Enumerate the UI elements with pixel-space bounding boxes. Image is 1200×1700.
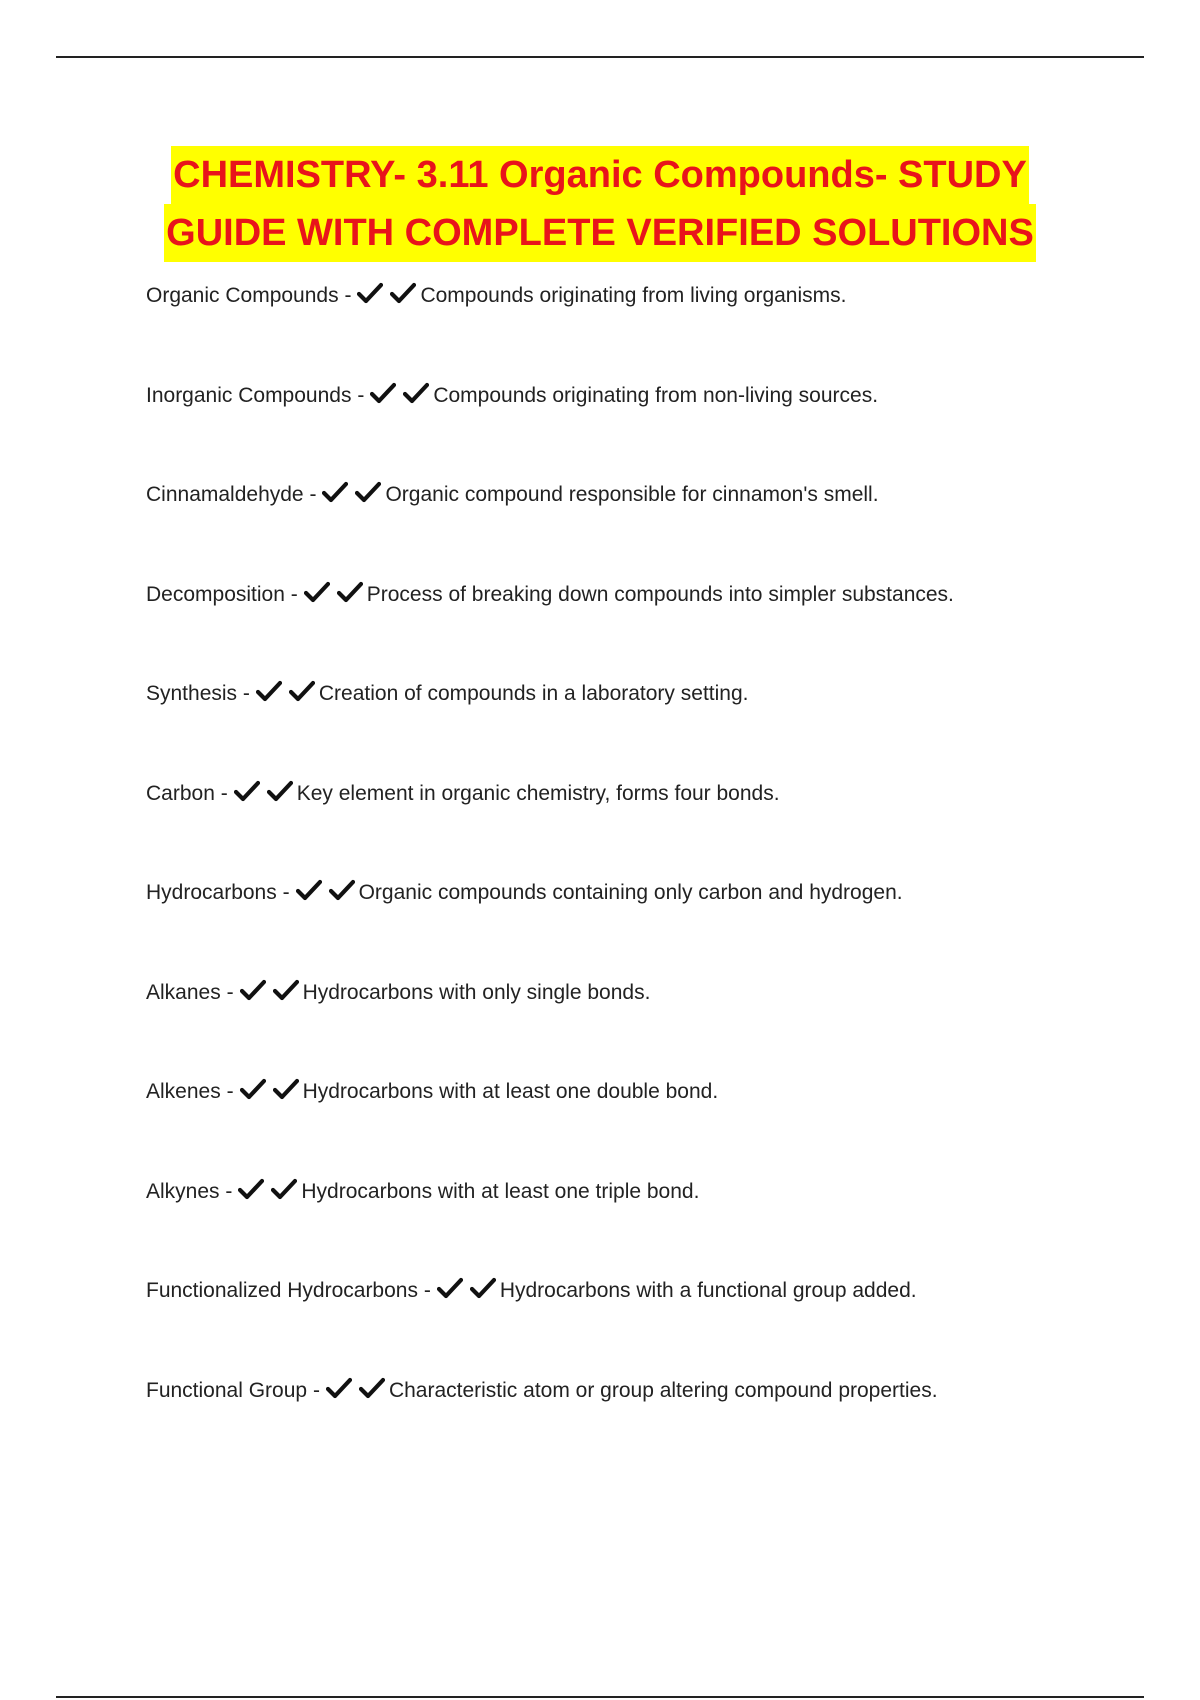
check-mark-icon: [322, 481, 348, 503]
entry-separator: -: [220, 781, 228, 805]
entry-term: Inorganic Compounds: [146, 383, 352, 407]
entry-term: Hydrocarbons: [146, 881, 277, 904]
entry-term: Synthesis: [146, 682, 238, 705]
check-mark-icon: [329, 879, 355, 901]
glossary-entry: [146, 276, 1146, 376]
entry-term: Decomposition: [146, 582, 285, 606]
entry-separator: -: [357, 383, 365, 407]
entry-separator: -: [226, 980, 234, 1004]
check-mark-icon: [359, 1377, 385, 1399]
entry-definition: Compounds originating from non-living sources.: [433, 383, 879, 407]
entry-term: Functional Group: [146, 1378, 308, 1402]
check-mark-icon: [238, 1178, 264, 1200]
entry-definition: Organic compound responsible for cinnamon's smell.: [385, 483, 879, 506]
entry-term: Functionalized Hydrocarbons: [146, 1279, 418, 1302]
check-mark-icon: [240, 1078, 266, 1100]
glossary-entry: [146, 575, 1146, 675]
entry-term: Alkenes: [146, 1080, 221, 1103]
entry-term: Carbon: [146, 781, 215, 805]
entry-separator: -: [242, 682, 250, 705]
entry-separator: -: [344, 284, 352, 307]
entry-separator: -: [309, 483, 317, 506]
glossary-entry: [146, 1172, 1146, 1272]
glossary-entry: [146, 973, 1146, 1073]
check-mark-icon: [403, 382, 429, 404]
double-check-marks: [326, 1373, 387, 1413]
entry-separator: -: [225, 1179, 233, 1203]
entry-term: Cinnamaldehyde: [146, 483, 304, 506]
glossary-entry: [146, 1072, 1146, 1172]
check-mark-icon: [370, 382, 396, 404]
entry-definition: Hydrocarbons with only single bonds.: [302, 980, 651, 1004]
entry-term: Alkanes: [146, 980, 221, 1004]
check-mark-icon: [271, 1178, 297, 1200]
entry-separator: -: [312, 1378, 320, 1402]
double-check-marks: [296, 875, 357, 915]
glossary-entry: [146, 1271, 1146, 1371]
check-mark-icon: [390, 282, 416, 304]
entry-definition: Hydrocarbons with at least one double bond.: [302, 1080, 719, 1103]
double-check-marks: [437, 1273, 498, 1313]
double-check-marks: [234, 776, 295, 816]
check-mark-icon: [289, 680, 315, 702]
double-check-marks: [304, 577, 365, 617]
entry-definition: Process of breaking down compounds into simpler substances.: [366, 582, 954, 606]
entry-separator: -: [423, 1279, 431, 1302]
double-check-marks: [357, 278, 418, 318]
double-check-marks: [238, 1174, 299, 1214]
entry-definition: Key element in organic chemistry, forms four bonds.: [296, 781, 780, 805]
check-mark-icon: [256, 680, 282, 702]
check-mark-icon: [326, 1377, 352, 1399]
double-check-marks: [322, 477, 383, 517]
glossary-entry: [146, 774, 1146, 874]
double-check-marks: [256, 676, 317, 716]
entry-separator: -: [282, 881, 290, 904]
entry-definition: Organic compounds containing only carbon and hydrogen.: [358, 881, 903, 904]
check-mark-icon: [337, 581, 363, 603]
double-check-marks: [240, 975, 301, 1015]
glossary-entry: [146, 873, 1146, 973]
entry-definition: Creation of compounds in a laboratory setting.: [318, 682, 749, 705]
double-check-marks: [370, 378, 431, 418]
check-mark-icon: [304, 581, 330, 603]
title-line-1: CHEMISTRY- 3.11 Organic Compounds- STUDY: [171, 146, 1029, 204]
entry-definition: Hydrocarbons with at least one triple bond.: [301, 1179, 700, 1203]
footer-rule: [56, 1696, 1144, 1698]
glossary-list: [146, 276, 1146, 1470]
check-mark-icon: [273, 1078, 299, 1100]
document-title: [0, 146, 1200, 262]
glossary-entry: [146, 1371, 1146, 1471]
check-mark-icon: [470, 1277, 496, 1299]
check-mark-icon: [240, 979, 266, 1001]
glossary-entry: [146, 376, 1146, 476]
entry-term: Organic Compounds: [146, 284, 339, 307]
check-mark-icon: [273, 979, 299, 1001]
entry-separator: -: [226, 1080, 234, 1103]
check-mark-icon: [437, 1277, 463, 1299]
entry-definition: Hydrocarbons with a functional group added.: [499, 1279, 917, 1302]
check-mark-icon: [267, 780, 293, 802]
entry-definition: Characteristic atom or group altering compound properties.: [388, 1378, 938, 1402]
check-mark-icon: [234, 780, 260, 802]
glossary-entry: [146, 475, 1146, 575]
check-mark-icon: [357, 282, 383, 304]
glossary-entry: [146, 674, 1146, 774]
title-line-2: GUIDE WITH COMPLETE VERIFIED SOLUTIONS: [164, 204, 1036, 262]
entry-separator: -: [290, 582, 298, 606]
check-mark-icon: [355, 481, 381, 503]
entry-definition: Compounds originating from living organisms.: [420, 284, 847, 307]
check-mark-icon: [296, 879, 322, 901]
double-check-marks: [240, 1074, 301, 1114]
header-rule: [56, 56, 1144, 58]
entry-term: Alkynes: [146, 1179, 220, 1203]
